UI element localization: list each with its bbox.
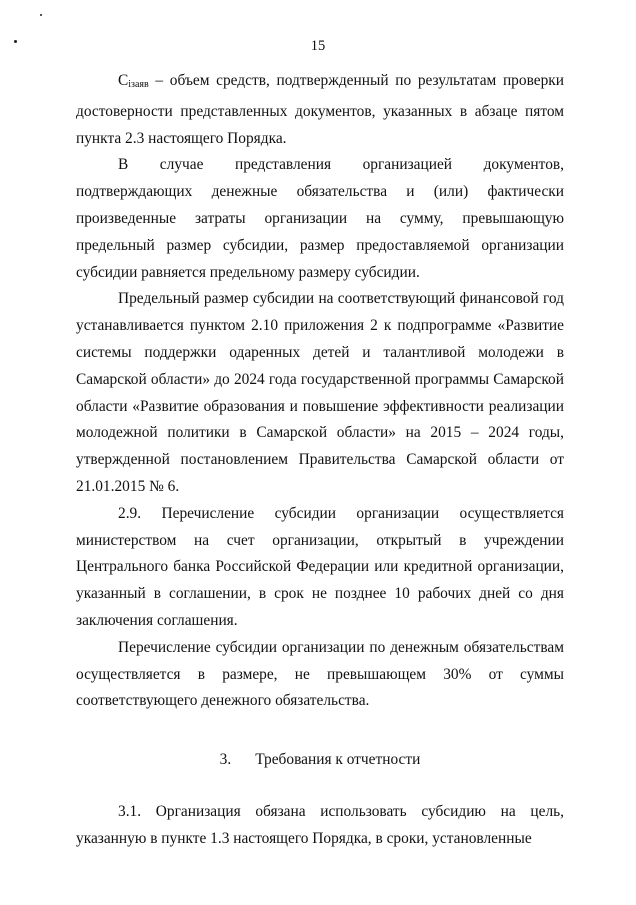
section-heading-block — [76, 715, 564, 799]
paragraph: Перечисление субсидии организации по денежным обязательствам осуществляется в размере, не превышающем 30% от суммы соответствующего денежного обязательства. — [76, 638, 564, 710]
page-number: 15 — [310, 38, 326, 54]
paragraph-clause-3-1: 3.1. Организация обязана использовать субсидию на цель, указанную в пункте 1.3 настоящего Порядка, в сроки, установленные — [76, 803, 564, 847]
formula-subscript: iзаяв — [128, 79, 149, 90]
section-heading — [76, 751, 564, 769]
section-title: Требования к отчетности — [255, 751, 421, 769]
paragraph-definition — [76, 68, 564, 152]
formula-symbol: С — [118, 72, 129, 89]
scan-speck — [40, 14, 42, 16]
paragraph: В случае представления организацией документов, подтверждающих денежные обязательства и (или) фактически произведенные затраты организации на сумму, превышающую предельный размер субсидии, размер предоставляемой организации субсидии равняется предельному размеру субсидии. — [76, 156, 564, 281]
paragraph-text: – объем средств, подтвержденный по результатам проверки достоверности представленных документов, указанных в абзаце пятом пункта 2.3 настоящего Порядка. — [76, 72, 564, 147]
paragraph: Предельный размер субсидии на соответствующий финансовой год устанавливается пунктом 2.10 приложения 2 к подпрограмме «Развитие системы поддержки одаренных детей и талантливой молодежи в Самарской области» до 2024 года государственной программы Самарской области «Развитие образования и повышение эффективности реализации молодежной политики в Самарской области» на 2015 – 2024 годы, утвержденной постановлением Правительства Самарской области от 21.01.2015 № 6. — [76, 290, 564, 495]
section-number: 3. — [219, 751, 232, 769]
paragraph-clause-2-9: 2.9. Перечисление субсидии организации осуществляется министерством на счет организации, открытый в учреждении Центрального банка Российской Федерации или кредитной организации, указанный в соглашении, в срок не позднее 10 рабочих дней со дня заключения соглашения. — [76, 504, 564, 629]
document-body — [76, 68, 564, 853]
